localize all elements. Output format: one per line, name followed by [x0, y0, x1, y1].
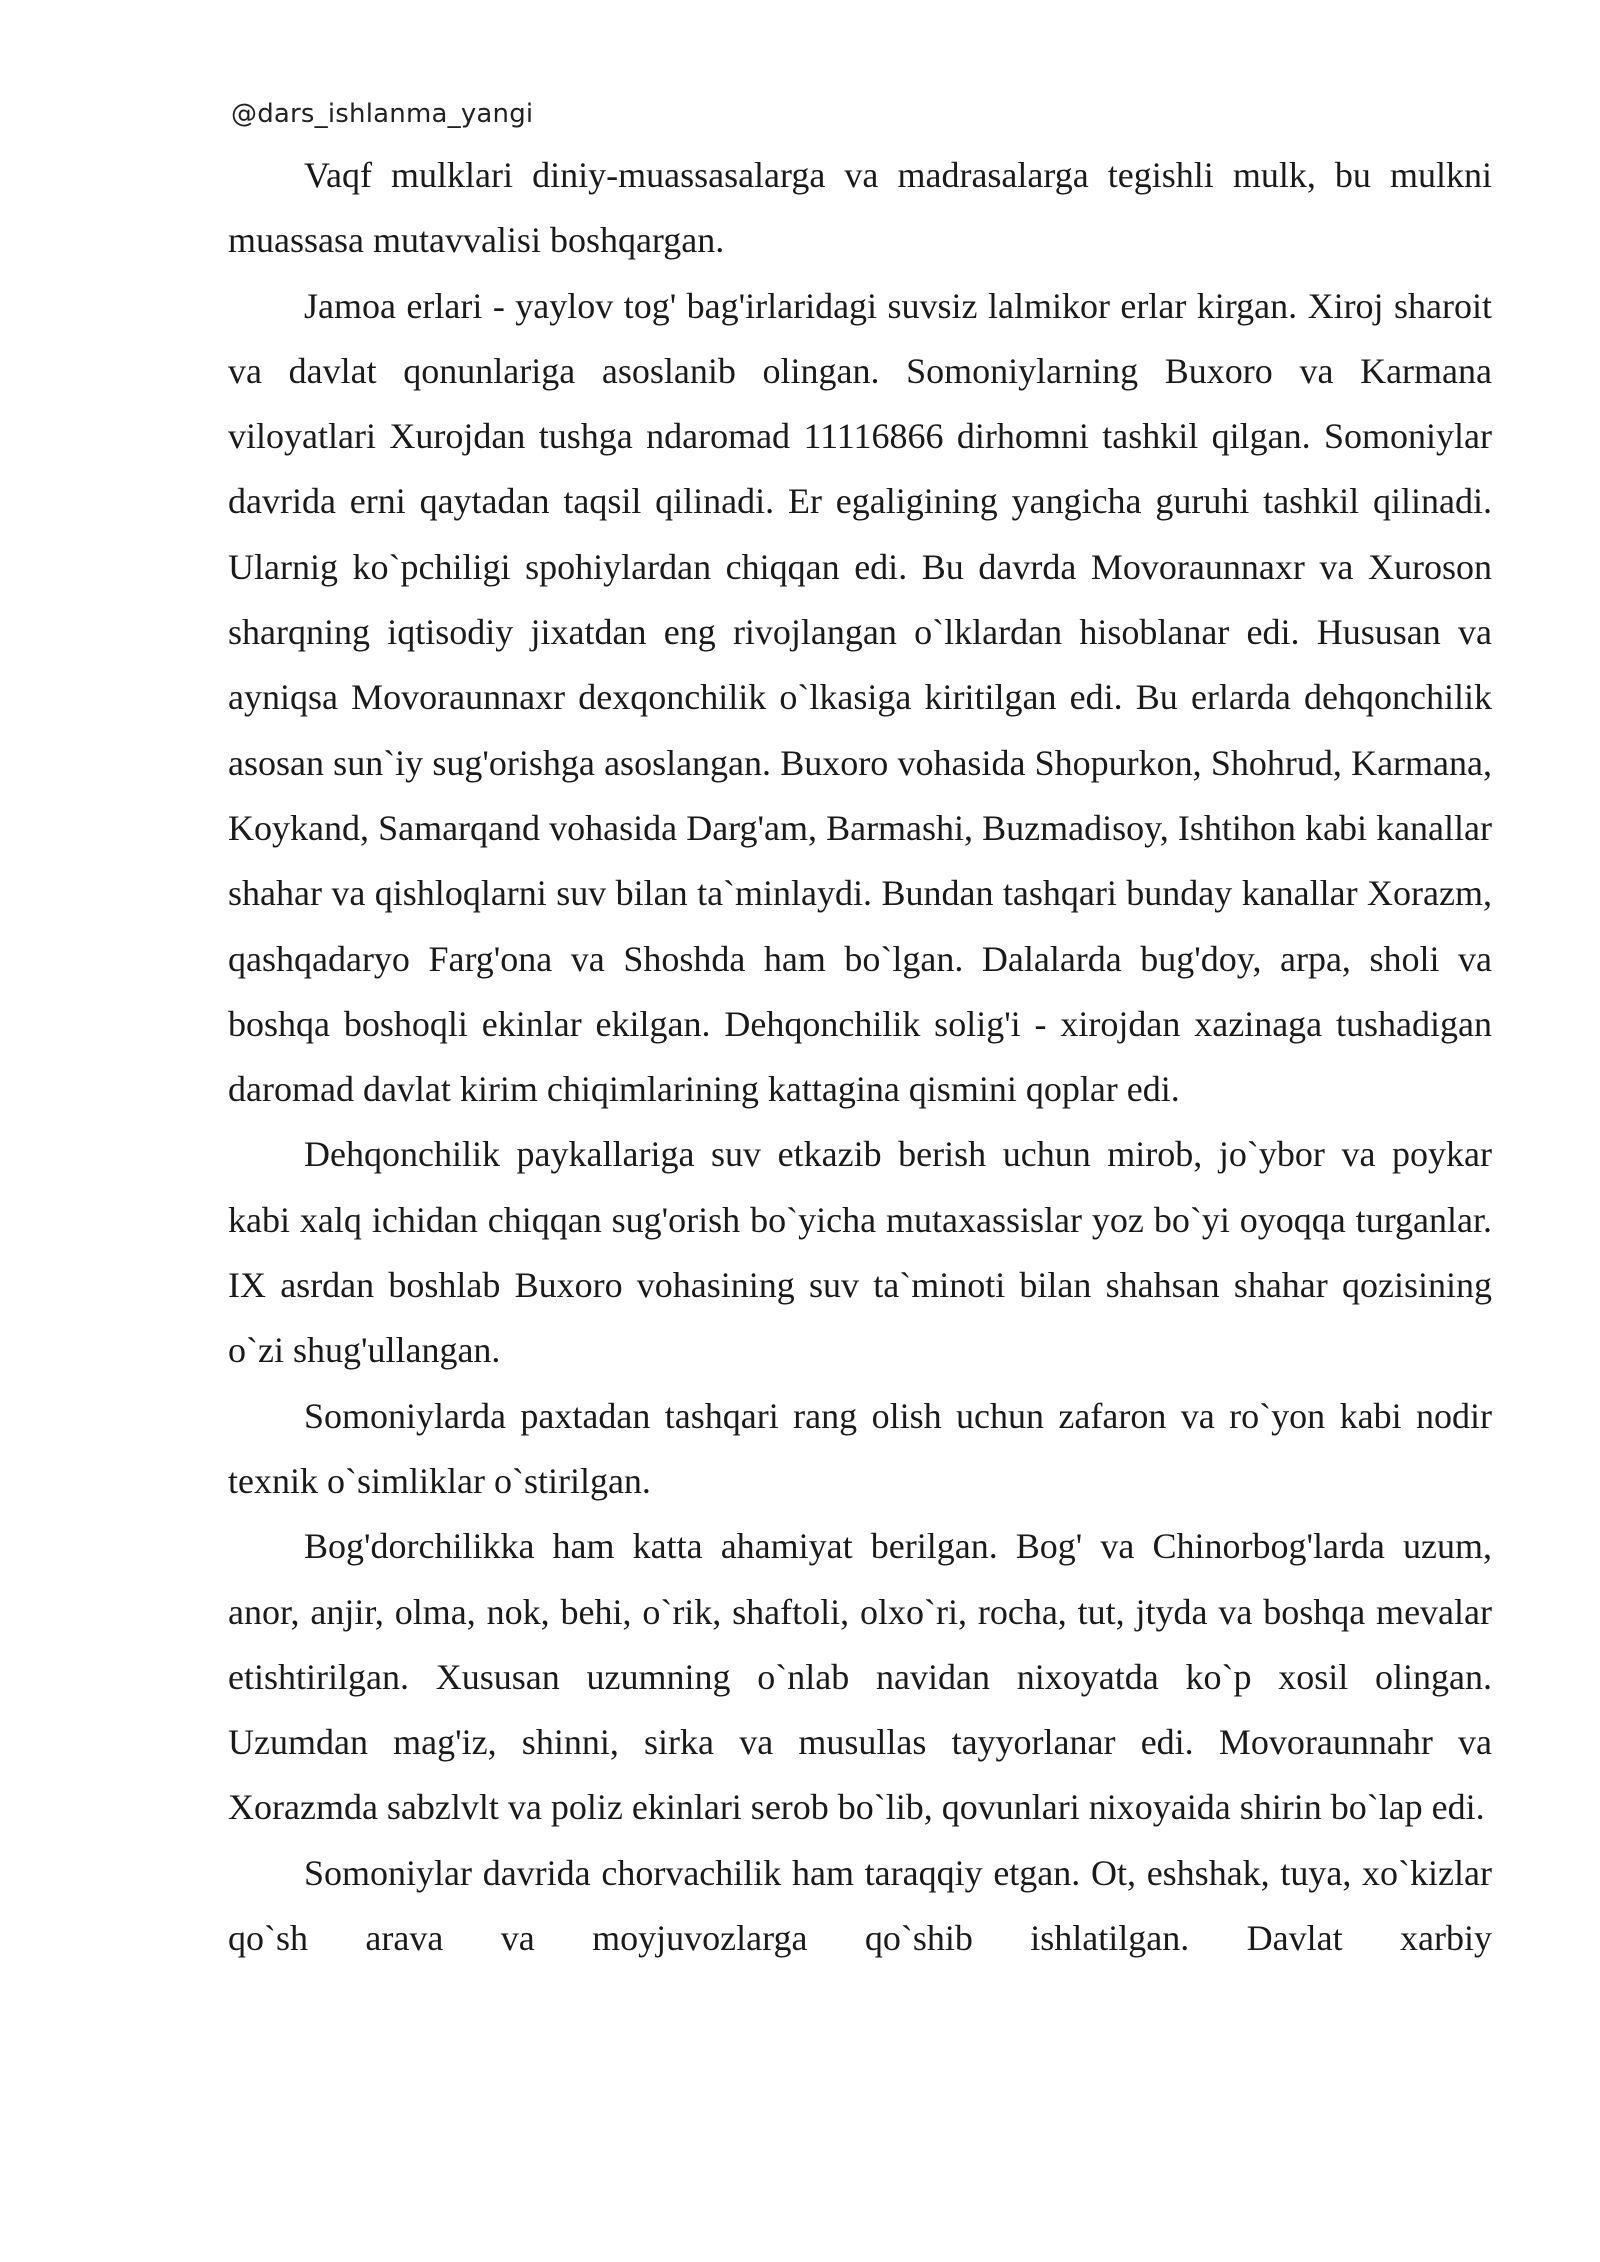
- document-body: [228, 143, 1492, 1971]
- paragraph-jamoa-erlari: Jamoa erlari - yaylov tog' bag'irlaridagi suvsiz lalmikor erlar kirgan. Xiroj sharoit va davlat qonunlariga asoslanib olingan. Somoniylarning Buxoro va Karmana viloyatlari Xurojdan tushga ndaromad 11116866 dirhomni tashkil qilgan. Somoniylar davrida erni qaytadan taqsil qilinadi. Er egaligining yangicha guruhi tashkil qilinadi. Ularnig ko`pchiligi spohiylardan chiqqan edi. Bu davrda Movoraunnaxr va Xuroson sharqning iqtisodiy jixatdan eng rivojlangan o`lklardan hisoblanar edi. Hususan va ayniqsa Movoraunnaxr dexqonchilik o`lkasiga kiritilgan edi. Bu erlarda dehqonchilik asosan sun`iy sug'orishga asoslangan. Buxoro vohasida Shopurkon, Shohrud, Karmana, Koykand, Samarqand vohasida Darg'am, Barmashi, Buzmadisoy, Ishtihon kabi kanallar shahar va qishloqlarni suv bilan ta`minlaydi. Bundan tashqari bunday kanallar Xorazm, qashqadaryo Farg'ona va Shoshda ham bo`lgan. Dalalarda bug'doy, arpa, sholi va boshqa boshoqli ekinlar ekilgan. Dehqonchilik solig'i - xirojdan xazinaga tushadigan daromad davlat kirim chiqimlarining kattagina qismini qoplar edi.: [228, 285, 1492, 1110]
- watermark-handle: @dars_ishlanma_yangi: [231, 99, 534, 129]
- paragraph-vaqf: Vaqf mulklari diniy-muassasalarga va madrasalarga tegishli mulk, bu mulkni muassasa mutavvalisi boshqargan.: [228, 155, 1492, 261]
- paragraph-bogdorchilik: Bog'dorchilikka ham katta ahamiyat berilgan. Bog' va Chinorbog'larda uzum, anor, anjir, olma, nok, behi, o`rik, shaftoli, olxo`ri, rocha, tut, jtyda va boshqa mevalar etishtirilgan. Xususan uzumning o`nlab navidan nixoyatda ko`p xosil olingan. Uzumdan mag'iz, shinni, sirka va musullas tayyorlanar edi. Movoraunnahr va Xorazmda sabzlvlt va poliz ekinlari serob bo`lib, qovunlari nixoyaida shirin bo`lap edi.: [228, 1526, 1492, 1828]
- paragraph-chorvachilik: Somoniylar davrida chorvachilik ham taraqqiy etgan. Ot, eshshak, tuya, xo`kizlar qo`sh arava va moyjuvozlarga qo`shib ishlatilgan. Davlat xarbiy: [228, 1852, 1492, 1959]
- paragraph-dehqonchilik: Dehqonchilik paykallariga suv etkazib berish uchun mirob, jo`ybor va poykar kabi xalq ichidan chiqqan sug'orish bo`yicha mutaxassislar yoz bo`yi oyoqqa turganlar. IX asrdan boshlab Buxoro vohasining suv ta`minoti bilan shahsan shahar qozisining o`zi shug'ullangan.: [228, 1134, 1492, 1371]
- paragraph-paxta: Somoniylarda paxtadan tashqari rang olish uchun zafaron va ro`yon kabi nodir texnik o`simliklar o`stirilgan.: [228, 1395, 1492, 1501]
